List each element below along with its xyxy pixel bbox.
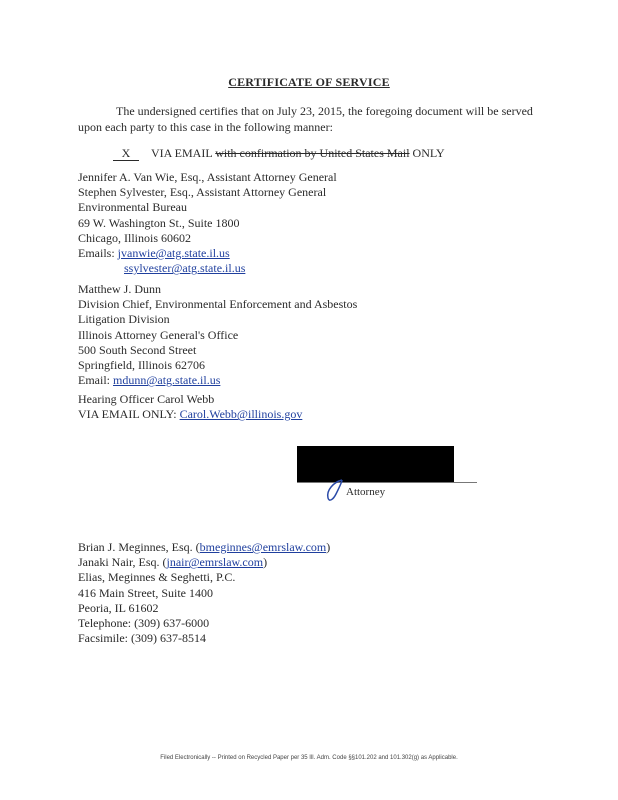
hearing-officer-name: Hearing Officer Carol Webb xyxy=(78,392,215,406)
sender-line: 416 Main Street, Suite 1400 xyxy=(78,585,213,600)
sender-line: Facsimile: (309) 637-8514 xyxy=(78,631,206,646)
recipient-line: Division Chief, Environmental Enforcement and Asbestos xyxy=(78,297,358,312)
signature-label: Attorney xyxy=(346,486,386,498)
email-label: Email: xyxy=(78,373,110,388)
sender-line: Telephone: (309) 637-6000 xyxy=(78,616,210,631)
email-row xyxy=(78,373,357,388)
email-link-dunn[interactable]: mdunn@atg.state.il.us xyxy=(113,373,221,388)
recipient-line: 500 South Second Street xyxy=(78,342,197,357)
page-title: CERTIFICATE OF SERVICE xyxy=(228,75,390,89)
service-method-via: VIA EMAIL xyxy=(151,146,213,160)
recipient-line: Environmental Bureau xyxy=(78,200,187,215)
emails-row xyxy=(78,261,337,276)
email-link-sylvester[interactable]: ssylvester@atg.state.il.us xyxy=(124,261,246,276)
email-link-nair[interactable]: jnair@emrslaw.com xyxy=(166,555,264,570)
recipient-line: Litigation Division xyxy=(78,312,170,327)
sender-name: Brian J. Meginnes, Esq. ( xyxy=(78,540,200,554)
service-method-checkmark: X xyxy=(113,147,139,161)
sender-name: Janaki Nair, Esq. ( xyxy=(78,555,167,570)
email-link-meginnes[interactable]: bmeginnes@emrslaw.com xyxy=(199,540,327,554)
recipient-block-attorney-general xyxy=(78,170,337,276)
recipient-line: Stephen Sylvester, Esq., Assistant Attorney General xyxy=(78,185,327,200)
sender-line: Peoria, IL 61602 xyxy=(78,600,159,615)
service-method-struck-text: with confirmation by United States Mail xyxy=(215,146,410,160)
service-method-line xyxy=(113,146,445,161)
recipient-line: Chicago, Illinois 60602 xyxy=(78,230,191,245)
signature-stroke-icon xyxy=(320,476,348,504)
via-email-only-label: VIA EMAIL ONLY: xyxy=(78,407,177,422)
emails-label: Emails: xyxy=(78,246,115,261)
intro-paragraph: The undersigned certifies that on July 23, 2015, the foregoing document will be served upon each party to this case in the following manner: xyxy=(78,104,533,134)
recipient-line: Illinois Attorney General's Office xyxy=(78,327,239,342)
sender-paren: ) xyxy=(326,540,331,554)
sender-paren: ) xyxy=(263,555,268,570)
email-link-webb[interactable]: Carol.Webb@illinois.gov xyxy=(179,407,303,422)
service-method-only: ONLY xyxy=(412,146,445,160)
sender-line xyxy=(78,540,330,555)
recipient-block-division-chief xyxy=(78,282,357,388)
recipient-line: 69 W. Washington St., Suite 1800 xyxy=(78,215,240,230)
hearing-officer-email-row xyxy=(78,407,302,422)
sender-line: Elias, Meginnes & Seghetti, P.C. xyxy=(78,570,236,585)
recipient-line: Springfield, Illinois 62706 xyxy=(78,358,205,373)
hearing-officer-block xyxy=(78,392,302,422)
sender-line xyxy=(78,555,330,570)
email-link-vanwie[interactable]: jvanwie@atg.state.il.us xyxy=(117,246,230,261)
emails-row xyxy=(78,246,337,261)
recipient-line: Matthew J. Dunn xyxy=(78,282,161,296)
sender-block xyxy=(78,540,330,646)
recipient-line: Jennifer A. Van Wie, Esq., Assistant Attorney General xyxy=(78,170,337,184)
page-footer: Filed Electronically -- Printed on Recycled Paper per 35 Ill. Adm. Code §§101.202 and 101.302(g) as Applicable. xyxy=(160,755,458,761)
